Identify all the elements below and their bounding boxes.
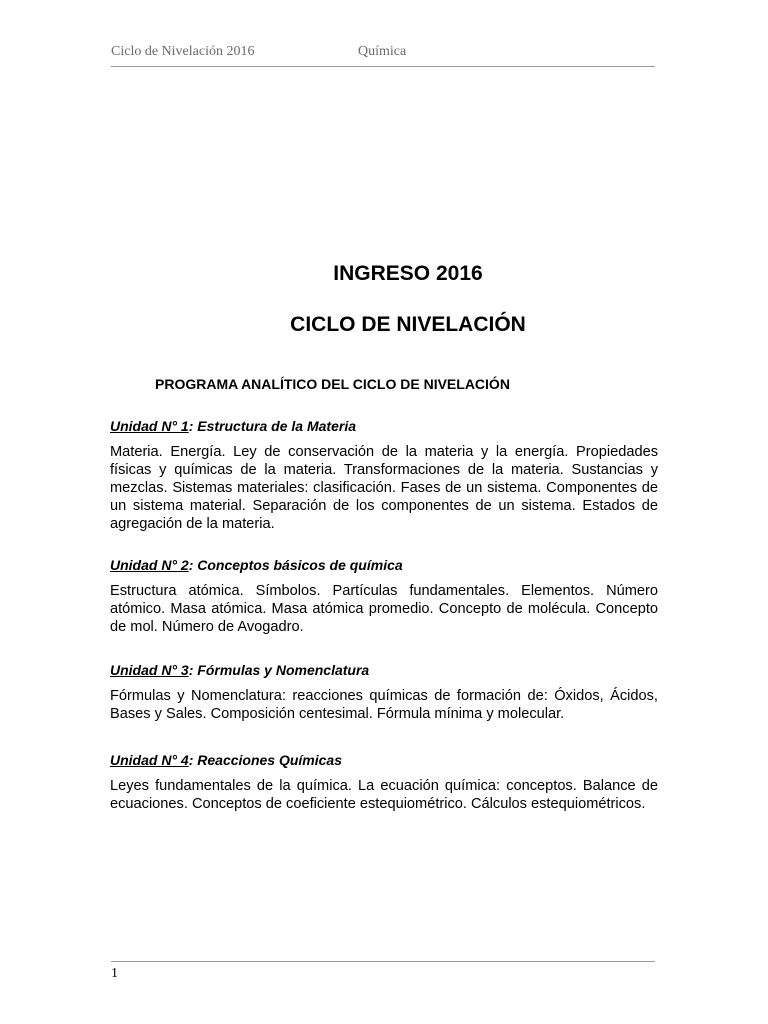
header-subject: Química [358, 44, 407, 59]
program-title: PROGRAMA ANALÍTICO DEL CICLO DE NIVELACIÓN [155, 376, 510, 392]
page-header [111, 42, 655, 67]
unit-body: Leyes fundamentales de la química. La ecuación química: conceptos. Balance de ecuaciones. Conceptos de coeficiente estequiométrico. Cálculos estequiométricos. [110, 778, 658, 812]
unit-heading [110, 661, 658, 679]
unit-body: Estructura atómica. Símbolos. Partículas fundamentales. Elementos. Número atómico. Masa atómica. Masa atómica promedio. Concepto de molécula. Concepto de mol. Número de Avogadro. [110, 583, 658, 635]
unit-title: : Reacciones Químicas [188, 752, 343, 768]
unit-heading [110, 417, 658, 435]
page-number: 1 [111, 966, 118, 981]
main-title: INGRESO 2016 [333, 262, 483, 285]
unit-section-4 [110, 751, 658, 813]
page-footer [111, 961, 655, 981]
unit-heading [110, 751, 658, 769]
unit-label: Unidad N° 3 [110, 662, 189, 678]
unit-heading [110, 556, 658, 574]
unit-title: : Conceptos básicos de química [188, 557, 403, 573]
subtitle: CICLO DE NIVELACIÓN [290, 313, 526, 336]
unit-label: Unidad N° 4 [110, 752, 189, 768]
unit-body: Materia. Energía. Ley de conservación de la materia y la energía. Propiedades físicas y químicas de la materia. Transformaciones de la materia. Sustancias y mezclas. Sistemas materiales: clasificación. Fases de un sistema. Componentes de un sistema material. Separación de los componentes de un sistema. Estados de agregación de la materia. [110, 444, 658, 532]
header-course-name: Ciclo de Nivelación 2016 [111, 44, 255, 59]
unit-label: Unidad N° 2 [110, 557, 189, 573]
unit-section-2 [110, 556, 658, 636]
unit-section-1 [110, 417, 658, 533]
unit-body: Fórmulas y Nomenclatura: reacciones químicas de formación de: Óxidos, Ácidos, Bases y Sales. Composición centesimal. Fórmula mínima y molecular. [110, 688, 658, 722]
unit-title: : Estructura de la Materia [188, 418, 356, 434]
unit-label: Unidad N° 1 [110, 418, 189, 434]
unit-section-3 [110, 661, 658, 723]
unit-title: : Fórmulas y Nomenclatura [188, 662, 370, 678]
